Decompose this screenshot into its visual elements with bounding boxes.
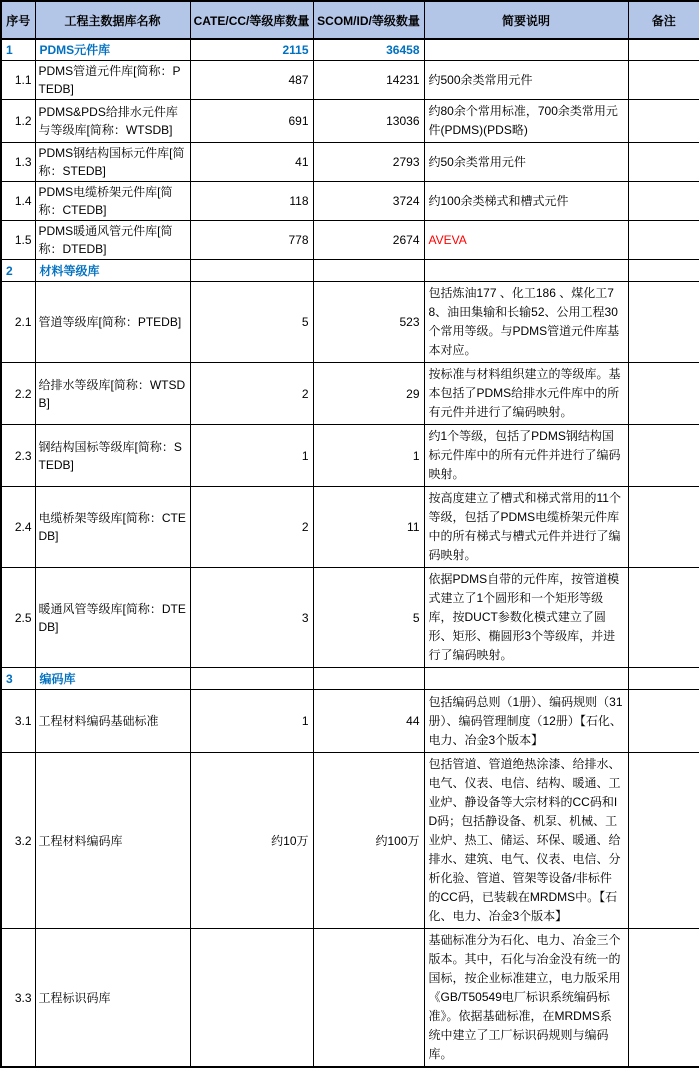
cell-scom: 36458 — [313, 39, 424, 61]
table-row — [1, 425, 699, 487]
cell-scom: 14231 — [313, 61, 424, 100]
header-row — [1, 1, 699, 39]
header-note: 备注 — [628, 1, 699, 39]
cell-seq: 2.1 — [1, 282, 35, 363]
cell-cate: 3 — [190, 568, 313, 668]
cell-note — [628, 143, 699, 182]
cell-name: PDMS钢结构国标元件库[简称：STEDB] — [35, 143, 190, 182]
cell-cate: 2115 — [190, 39, 313, 61]
cell-note — [628, 690, 699, 753]
cell-name: PDMS电缆桥架元件库[简称：CTEDB] — [35, 182, 190, 221]
cell-desc: 包括炼油177 、化工186 、煤化工78、油田集输和长输52、公用工程30个常用等级。与PDMS管道元件库基本对应。 — [424, 282, 628, 363]
table-row — [1, 363, 699, 425]
cell-scom: 1 — [313, 425, 424, 487]
cell-desc — [424, 260, 628, 282]
table-row — [1, 668, 699, 690]
table-row — [1, 61, 699, 100]
table-row — [1, 929, 699, 1068]
header-seq: 序号 — [1, 1, 35, 39]
cell-name: 材料等级库 — [35, 260, 190, 282]
cell-desc: 依据PDMS自带的元件库，按管道模式建立了1个圆形和一个矩形等级库，按DUCT参数化模式建立了圆形、矩形、椭圆形3个等级库，并进行了编码映射。 — [424, 568, 628, 668]
cell-desc: 约100余类梯式和槽式元件 — [424, 182, 628, 221]
cell-name: 给排水等级库[简称：WTSDB] — [35, 363, 190, 425]
cell-scom: 44 — [313, 690, 424, 753]
cell-desc: 约1个等级，包括了PDMS钢结构国标元件库中的所有元件并进行了编码映射。 — [424, 425, 628, 487]
cell-name: 工程材料编码库 — [35, 753, 190, 929]
cell-note — [628, 61, 699, 100]
cell-note — [628, 425, 699, 487]
table-row — [1, 753, 699, 929]
cell-note — [628, 221, 699, 260]
cell-note — [628, 753, 699, 929]
cell-name: PDMS管道元件库[简称：PTEDB] — [35, 61, 190, 100]
cell-seq: 3.1 — [1, 690, 35, 753]
table-row — [1, 282, 699, 363]
cell-scom — [313, 929, 424, 1068]
cell-cate: 118 — [190, 182, 313, 221]
cell-cate: 1 — [190, 690, 313, 753]
cell-cate — [190, 260, 313, 282]
cell-desc: 基础标准分为石化、电力、冶金三个版本。其中，石化与冶金没有统一的国标，按企业标准建立，电力版采用《GB/T50549电厂标识系统编码标准》。依据基础标准，在MRDMS系统中建立了工厂标识码规则与编码库。 — [424, 929, 628, 1068]
cell-desc: 约500余类常用元件 — [424, 61, 628, 100]
cell-scom: 约100万 — [313, 753, 424, 929]
cell-note — [628, 487, 699, 568]
cell-name: 钢结构国标等级库[简称：STEDB] — [35, 425, 190, 487]
cell-seq: 2.5 — [1, 568, 35, 668]
cell-scom — [313, 260, 424, 282]
cell-name: PDMS暖通风管元件库[简称：DTEDB] — [35, 221, 190, 260]
cell-name: 编码库 — [35, 668, 190, 690]
cell-seq: 1.4 — [1, 182, 35, 221]
cell-seq: 2 — [1, 260, 35, 282]
table-row — [1, 487, 699, 568]
cell-scom: 11 — [313, 487, 424, 568]
cell-cate: 487 — [190, 61, 313, 100]
cell-seq: 2.4 — [1, 487, 35, 568]
cell-scom: 2793 — [313, 143, 424, 182]
cell-name: PDMS元件库 — [35, 39, 190, 61]
cell-cate: 691 — [190, 100, 313, 143]
table-body — [1, 39, 699, 1067]
cell-name: 工程标识码库 — [35, 929, 190, 1068]
cell-seq: 1.5 — [1, 221, 35, 260]
cell-seq: 1.3 — [1, 143, 35, 182]
cell-seq: 3.3 — [1, 929, 35, 1068]
cell-note — [628, 668, 699, 690]
cell-cate — [190, 929, 313, 1068]
cell-desc: 包括编码总则（1册）、编码规则（31册）、编码管理制度（12册）【石化、电力、冶金3个版本】 — [424, 690, 628, 753]
cell-note — [628, 363, 699, 425]
cell-seq: 1 — [1, 39, 35, 61]
cell-cate: 5 — [190, 282, 313, 363]
header-cate: CATE/CC/等级库数量 — [190, 1, 313, 39]
cell-desc: 按高度建立了槽式和梯式常用的11个等级，包括了PDMS电缆桥架元件库中的所有梯式与槽式元件并进行了编码映射。 — [424, 487, 628, 568]
cell-cate: 778 — [190, 221, 313, 260]
cell-note — [628, 39, 699, 61]
cell-seq: 1.1 — [1, 61, 35, 100]
cell-cate: 41 — [190, 143, 313, 182]
cell-note — [628, 929, 699, 1068]
cell-seq: 2.3 — [1, 425, 35, 487]
cell-scom: 13036 — [313, 100, 424, 143]
cell-name: 工程材料编码基础标准 — [35, 690, 190, 753]
cell-desc: 按标准与材料组织建立的等级库。基本包括了PDMS给排水元件库中的所有元件并进行了编码映射。 — [424, 363, 628, 425]
cell-note — [628, 282, 699, 363]
cell-desc — [424, 39, 628, 61]
table-row — [1, 182, 699, 221]
cell-cate: 1 — [190, 425, 313, 487]
cell-desc: 约80余个常用标准，700余类常用元件(PDMS)(PDS略) — [424, 100, 628, 143]
cell-cate: 2 — [190, 363, 313, 425]
cell-seq: 3.2 — [1, 753, 35, 929]
cell-desc: AVEVA — [424, 221, 628, 260]
cell-cate — [190, 668, 313, 690]
cell-name: 电缆桥架等级库[简称：CTEDB] — [35, 487, 190, 568]
header-name: 工程主数据库名称 — [35, 1, 190, 39]
table-row — [1, 690, 699, 753]
table-row — [1, 143, 699, 182]
cell-note — [628, 182, 699, 221]
table-row — [1, 39, 699, 61]
cell-desc — [424, 668, 628, 690]
cell-cate: 2 — [190, 487, 313, 568]
header-scom: SCOM/ID/等级数量 — [313, 1, 424, 39]
cell-scom: 2674 — [313, 221, 424, 260]
cell-seq: 3 — [1, 668, 35, 690]
cell-scom: 3724 — [313, 182, 424, 221]
cell-desc: 约50余类常用元件 — [424, 143, 628, 182]
cell-name: PDMS&PDS给排水元件库与等级库[简称：WTSDB] — [35, 100, 190, 143]
cell-note — [628, 100, 699, 143]
cell-scom: 5 — [313, 568, 424, 668]
cell-note — [628, 260, 699, 282]
cell-seq: 1.2 — [1, 100, 35, 143]
table-header — [1, 1, 699, 39]
cell-seq: 2.2 — [1, 363, 35, 425]
table-row — [1, 568, 699, 668]
cell-desc: 包括管道、管道绝热涂漆、给排水、电气、仪表、电信、结构、暖通、工业炉、静设备等大宗材料的CC码和ID码；包括静设备、机泵、机械、工业炉、热工、储运、环保、暖通、给排水、建筑、电气、仪表、电信、分析化验、管道、管架等设备/非标件的CC码，已装载在MRDMS中。【石化、电力、冶金3个版本】 — [424, 753, 628, 929]
header-desc: 简要说明 — [424, 1, 628, 39]
cell-note — [628, 568, 699, 668]
cell-name: 管道等级库[简称：PTEDB] — [35, 282, 190, 363]
cell-name: 暖通风管等级库[简称：DTEDB] — [35, 568, 190, 668]
cell-scom: 29 — [313, 363, 424, 425]
cell-scom — [313, 668, 424, 690]
table-row — [1, 100, 699, 143]
cell-scom: 523 — [313, 282, 424, 363]
table-row — [1, 260, 699, 282]
table-row — [1, 221, 699, 260]
cell-cate: 约10万 — [190, 753, 313, 929]
